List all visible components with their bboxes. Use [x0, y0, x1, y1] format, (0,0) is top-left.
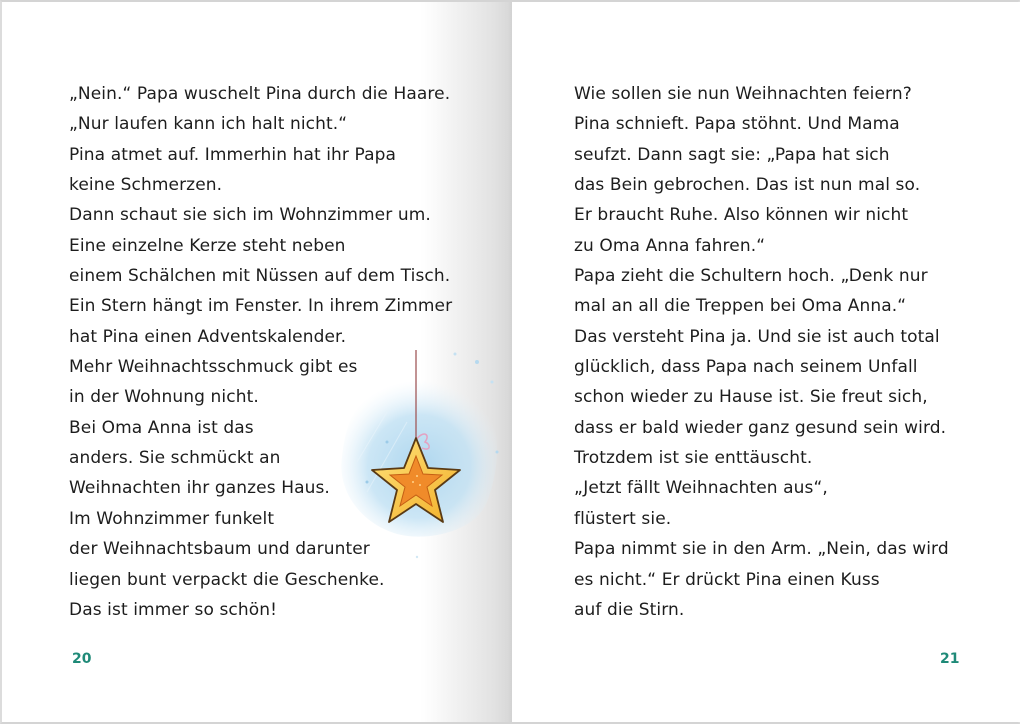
text-line: Im Wohnzimmer funkelt	[69, 508, 275, 529]
text-line: „Nur laufen kann ich halt nicht.“	[69, 114, 348, 135]
text-line: Trotzdem ist sie enttäuscht.	[574, 448, 813, 469]
text-line: anders. Sie schmückt an	[69, 448, 281, 469]
text-line: flüstert sie.	[574, 508, 672, 529]
text-line: Er braucht Ruhe. Also können wir nicht	[574, 205, 909, 226]
text-line: Dann schaut sie sich im Wohnzimmer um.	[69, 205, 431, 226]
text-line: Weihnachten ihr ganzes Haus.	[69, 478, 330, 499]
text-line: liegen bunt verpackt die Geschenke.	[69, 569, 385, 590]
text-line: hat Pina einen Adventskalender.	[69, 326, 347, 347]
text-line: Mehr Weihnachtsschmuck gibt es	[69, 357, 358, 378]
text-line: Wie sollen sie nun Weihnachten feiern?	[574, 84, 912, 104]
text-line: der Weihnachtsbaum und darunter	[69, 539, 370, 560]
text-line: Ein Stern hängt im Fenster. In ihrem Zimmer	[69, 296, 453, 317]
text-line: auf die Stirn.	[574, 599, 685, 620]
text-line: zu Oma Anna fahren.“	[574, 235, 766, 256]
text-line: Eine einzelne Kerze steht neben	[69, 235, 346, 256]
left-page	[2, 2, 512, 722]
hanging-star-icon	[327, 342, 517, 572]
page-number-right: 21	[940, 651, 960, 667]
text-line: seufzt. Dann sagt sie: „Papa hat sich	[574, 144, 890, 165]
text-line: mal an all die Treppen bei Oma Anna.“	[574, 296, 907, 317]
text-line: Das ist immer so schön!	[69, 599, 278, 620]
text-line: Das versteht Pina ja. Und sie ist auch total	[574, 326, 940, 347]
text-line: Bei Oma Anna ist das	[69, 417, 254, 438]
text-line: glücklich, dass Papa nach seinem Unfall	[574, 357, 918, 378]
text-line: keine Schmerzen.	[69, 175, 223, 196]
text-line: es nicht.“ Er drückt Pina einen Kuss	[574, 569, 880, 590]
text-line: dass er bald wieder ganz gesund sein wird.	[574, 417, 947, 438]
right-page	[512, 2, 1020, 722]
right-page-text	[574, 79, 949, 625]
text-line: „Jetzt fällt Weihnachten aus“,	[574, 478, 828, 499]
page-number-left: 20	[72, 651, 92, 667]
text-line: in der Wohnung nicht.	[69, 387, 259, 408]
text-line: Papa zieht die Schultern hoch. „Denk nur	[574, 266, 928, 287]
text-line: schon wieder zu Hause ist. Sie freut sich,	[574, 387, 928, 408]
text-line: „Nein.“ Papa wuschelt Pina durch die Haare.	[69, 84, 451, 104]
text-line: das Bein gebrochen. Das ist nun mal so.	[574, 175, 921, 196]
text-line: Pina schnieft. Papa stöhnt. Und Mama	[574, 114, 900, 135]
text-line: Pina atmet auf. Immerhin hat ihr Papa	[69, 144, 397, 165]
text-line: einem Schälchen mit Nüssen auf dem Tisch.	[69, 266, 451, 287]
text-line: Papa nimmt sie in den Arm. „Nein, das wird	[574, 539, 949, 560]
